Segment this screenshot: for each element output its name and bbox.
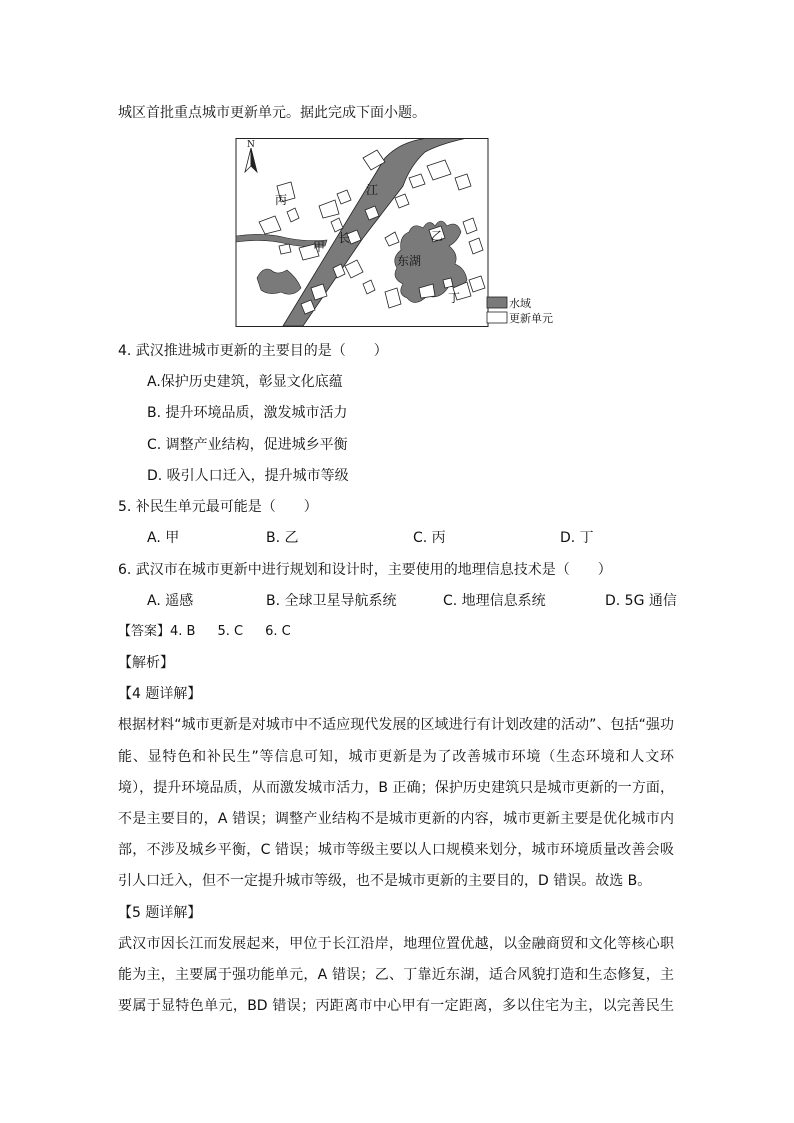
answer-6: 6. C	[265, 624, 291, 639]
label-yi: 乙	[431, 229, 444, 243]
question-4-option-d: D. 吸引人口迁入，提升城市等级	[147, 468, 349, 484]
answer-label: 【答案】	[118, 624, 171, 639]
q5-detail-line-3: 要属于显特色单元，BD 错误；丙距离市中心甲有一定距离，多以住宅为主，以完善民生	[118, 998, 674, 1014]
legend-unit-swatch	[487, 312, 507, 323]
q4-detail-title: 【4 题详解】	[118, 686, 202, 702]
label-ding: 丁	[448, 291, 461, 305]
answer-5: 5. C	[217, 624, 244, 639]
answer-row	[118, 622, 291, 642]
question-4-option-a: A.保护历史建筑，彰显文化底蕴	[147, 374, 343, 390]
q5-detail-line-1: 武汉市因长江而发展起来，甲位于长江沿岸，地理位置优越，以金融商贸和文化等核心职	[118, 936, 674, 952]
answer-4: 4. B	[170, 624, 196, 639]
location-map	[235, 138, 575, 330]
label-chang: 长	[338, 231, 351, 245]
question-4-option-b: B. 提升环境品质，激发城市活力	[147, 405, 348, 421]
legend-unit-label: 更新单元	[509, 312, 553, 325]
question-5-option-b: B. 乙	[266, 530, 299, 546]
label-donghu: 东湖	[397, 254, 422, 268]
legend-water-label: 水域	[509, 297, 531, 310]
label-bing: 丙	[275, 193, 288, 207]
q4-detail-line-1: 根据材料“城市更新是对城市中不适应现代发展的区域进行有计划改建的活动”、包括“强功	[118, 717, 674, 733]
question-5-option-c: C. 丙	[413, 530, 446, 546]
north-label: N	[247, 140, 255, 150]
question-4-option-c: C. 调整产业结构，促进城乡平衡	[147, 437, 348, 453]
q4-detail-line-5: 部，不涉及城乡平衡，C 错误；城市等级主要以人口规模来划分，城市环境质量改善会吸	[118, 842, 674, 858]
question-4-stem: 4. 武汉推进城市更新的主要目的是（ ）	[118, 343, 388, 359]
question-6-option-b: B. 全球卫星导航系统	[266, 593, 397, 609]
q4-detail-line-4: 不是主要目的，A 错误；调整产业结构不是城市更新的内容，城市更新主要是优化城市内	[118, 811, 674, 827]
question-5-option-a: A. 甲	[147, 530, 180, 546]
q4-detail-line-3: 境），提升环境品质，从而激发城市活力，B 正确；保护历史建筑只是城市更新的一方面，	[118, 780, 674, 796]
question-6-option-d: D. 5G 通信	[605, 593, 677, 609]
analysis-title: 【解析】	[118, 655, 174, 671]
question-6-stem: 6. 武汉市在城市更新中进行规划和设计时，主要使用的地理信息技术是（ ）	[118, 562, 612, 578]
label-jiang: 江	[366, 183, 379, 197]
question-6-option-a: A. 遥感	[147, 593, 194, 609]
question-6-option-c: C. 地理信息系统	[443, 593, 546, 609]
question-5-stem: 5. 补民生单元最可能是（ ）	[118, 499, 318, 515]
legend-water-swatch	[487, 297, 507, 308]
map-legend	[487, 296, 553, 325]
intro-text: 城区首批重点城市更新单元。据此完成下面小题。	[118, 105, 426, 121]
q4-detail-line-2: 能、显特色和补民生”等信息可知，城市更新是为了改善城市环境（生态环境和人文环	[118, 749, 674, 765]
q4-detail-line-6: 引人口迁入，但不一定提升城市等级，也不是城市更新的主要目的，D 错误。故选 B。	[118, 873, 652, 889]
q5-detail-line-2: 能为主，主要属于强功能单元，A 错误；乙、丁靠近东湖，适合风貌打造和生态修复，主	[118, 967, 674, 983]
q5-detail-title: 【5 题详解】	[118, 905, 202, 921]
label-jia: 甲	[313, 240, 326, 254]
question-5-option-d: D. 丁	[560, 530, 594, 546]
